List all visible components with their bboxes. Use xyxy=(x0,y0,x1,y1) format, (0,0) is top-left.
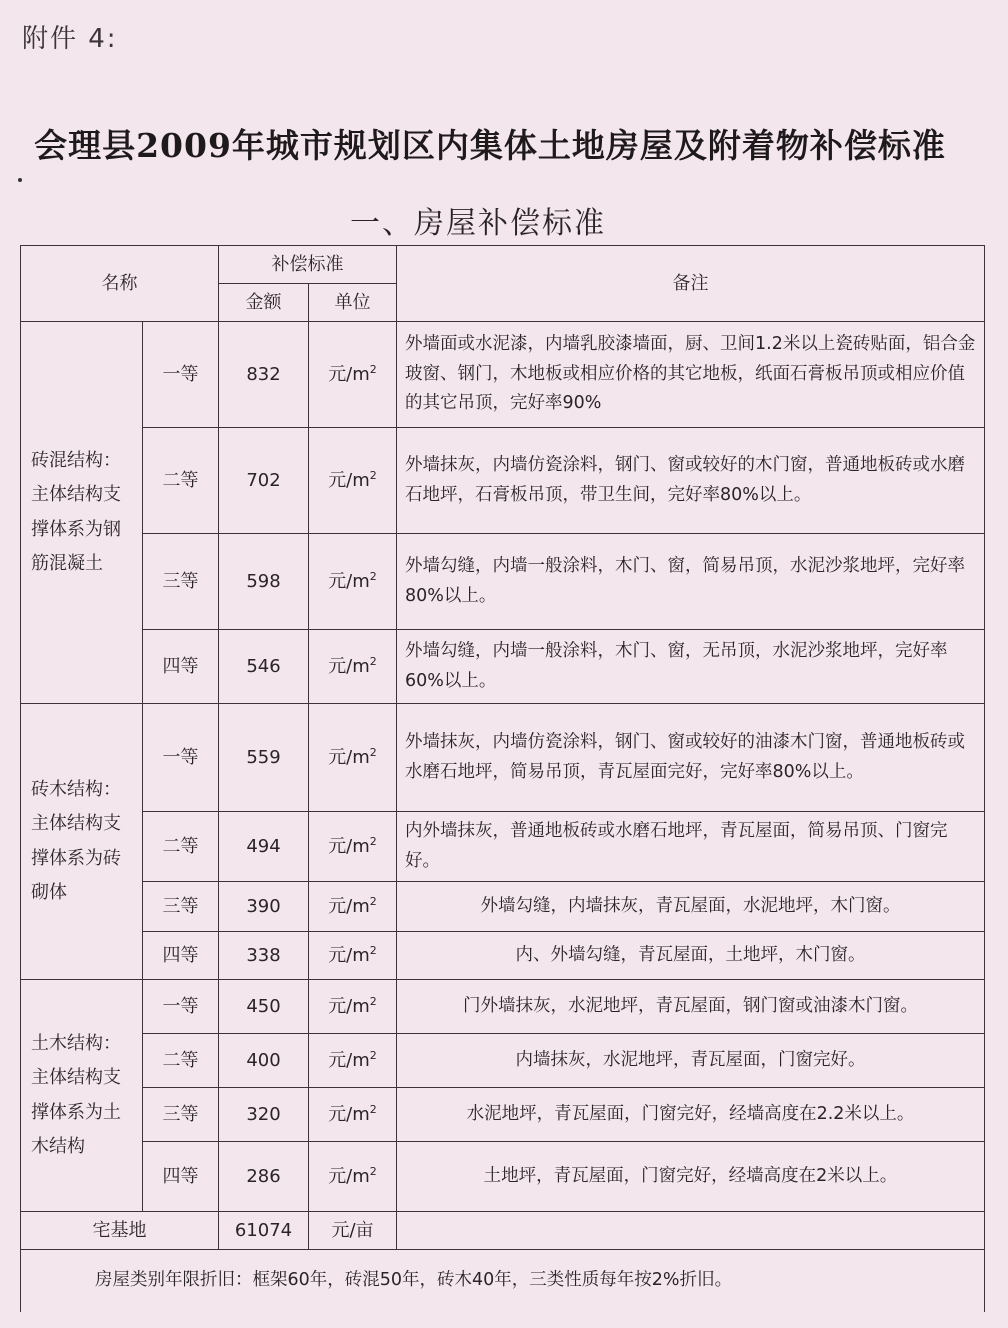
footer-row xyxy=(21,1250,985,1312)
amount-cell: 400 xyxy=(219,1034,309,1088)
grade-cell: 二等 xyxy=(143,428,219,534)
remark-cell: 内、外墙勾缝，青瓦屋面，土地坪，木门窗。 xyxy=(397,932,985,980)
amount-cell: 338 xyxy=(219,932,309,980)
unit-cell: 元$/m^2$ xyxy=(309,980,397,1034)
amount-cell: 286 xyxy=(219,1142,309,1212)
amount-cell: 832 xyxy=(219,322,309,428)
remark-cell: 水泥地坪，青瓦屋面，门窗完好，经墙高度在2.2米以上。 xyxy=(397,1088,985,1142)
paper-speck xyxy=(18,178,22,182)
unit-cell: 元$/m^2$ xyxy=(309,932,397,980)
amount-cell: 546 xyxy=(219,630,309,704)
remark-cell: 外墙勾缝，内墙抹灰，青瓦屋面，水泥地坪，木门窗。 xyxy=(397,882,985,932)
table-row xyxy=(21,812,985,882)
grade-cell: 三等 xyxy=(143,1088,219,1142)
homestead-amount: 61074 xyxy=(219,1212,309,1250)
grade-cell: 三等 xyxy=(143,882,219,932)
table-row xyxy=(21,1088,985,1142)
unit-cell: 元$/m^2$ xyxy=(309,630,397,704)
remark-cell: 土地坪，青瓦屋面，门窗完好，经墙高度在2米以上。 xyxy=(397,1142,985,1212)
amount-cell: 320 xyxy=(219,1088,309,1142)
attachment-label: 附件 4: xyxy=(22,24,118,54)
grade-cell: 一等 xyxy=(143,980,219,1034)
grade-cell: 四等 xyxy=(143,630,219,704)
table-row xyxy=(21,980,985,1034)
depreciation-note: 房屋类别年限折旧：框架60年，砖混50年，砖木40年，三类性质每年按2%折旧。 xyxy=(21,1250,985,1312)
header-standard: 补偿标准 xyxy=(219,246,397,284)
unit-cell: 元$/m^2$ xyxy=(309,322,397,428)
remark-cell: 外墙勾缝，内墙一般涂料，木门、窗，简易吊顶，水泥沙浆地坪，完好率80%以上。 xyxy=(397,534,985,630)
grade-cell: 二等 xyxy=(143,812,219,882)
unit-cell: 元$/m^2$ xyxy=(309,812,397,882)
amount-cell: 702 xyxy=(219,428,309,534)
group-name: 砖混结构：主体结构支撑体系为钢筋混凝土 xyxy=(21,322,143,704)
table-row xyxy=(21,704,985,812)
group-name: 砖木结构：主体结构支撑体系为砖砌体 xyxy=(21,704,143,980)
table-row xyxy=(21,428,985,534)
header-name: 名称 xyxy=(21,246,219,322)
table-row xyxy=(21,882,985,932)
remark-cell: 外墙抹灰，内墙仿瓷涂料，钢门、窗或较好的油漆木门窗，普通地板砖或水磨石地坪，简易吊顶，青瓦屋面完好，完好率80%以上。 xyxy=(397,704,985,812)
remark-cell: 内外墙抹灰，普通地板砖或水磨石地坪，青瓦屋面，简易吊顶、门窗完好。 xyxy=(397,812,985,882)
unit-cell: 元$/m^2$ xyxy=(309,704,397,812)
section-subtitle: 一、房屋补偿标准 xyxy=(350,206,606,241)
header-remark: 备注 xyxy=(397,246,985,322)
homestead-remark xyxy=(397,1212,985,1250)
remark-cell: 内墙抹灰，水泥地坪，青瓦屋面，门窗完好。 xyxy=(397,1034,985,1088)
grade-cell: 二等 xyxy=(143,1034,219,1088)
table-row xyxy=(21,1142,985,1212)
homestead-name: 宅基地 xyxy=(21,1212,219,1250)
amount-cell: 390 xyxy=(219,882,309,932)
header-unit: 单位 xyxy=(309,284,397,322)
homestead-unit: 元/亩 xyxy=(309,1212,397,1250)
header-amount: 金额 xyxy=(219,284,309,322)
table-row xyxy=(21,534,985,630)
table-row xyxy=(21,322,985,428)
grade-cell: 四等 xyxy=(143,932,219,980)
amount-cell: 494 xyxy=(219,812,309,882)
unit-cell: 元$/m^2$ xyxy=(309,1088,397,1142)
remark-cell: 外墙勾缝，内墙一般涂料，木门、窗，无吊顶，水泥沙浆地坪，完好率60%以上。 xyxy=(397,630,985,704)
grade-cell: 一等 xyxy=(143,704,219,812)
unit-cell: 元$/m^2$ xyxy=(309,534,397,630)
group-name: 土木结构：主体结构支撑体系为土木结构 xyxy=(21,980,143,1212)
homestead-row xyxy=(21,1212,985,1250)
amount-cell: 559 xyxy=(219,704,309,812)
grade-cell: 一等 xyxy=(143,322,219,428)
unit-cell: 元$/m^2$ xyxy=(309,1034,397,1088)
amount-cell: 598 xyxy=(219,534,309,630)
remark-cell: 门外墙抹灰，水泥地坪，青瓦屋面，钢门窗或油漆木门窗。 xyxy=(397,980,985,1034)
grade-cell: 四等 xyxy=(143,1142,219,1212)
unit-cell: 元$/m^2$ xyxy=(309,428,397,534)
unit-cell: 元$/m^2$ xyxy=(309,1142,397,1212)
grade-cell: 三等 xyxy=(143,534,219,630)
remark-cell: 外墙抹灰，内墙仿瓷涂料，钢门、窗或较好的木门窗，普通地板砖或水磨石地坪，石膏板吊顶，带卫生间，完好率80%以上。 xyxy=(397,428,985,534)
table-row xyxy=(21,932,985,980)
remark-cell: 外墙面或水泥漆，内墙乳胶漆墙面，厨、卫间1.2米以上瓷砖贴面，铝合金玻窗、钢门，木地板或相应价格的其它地板，纸面石膏板吊顶或相应价值的其它吊顶，完好率90% xyxy=(397,322,985,428)
amount-cell: 450 xyxy=(219,980,309,1034)
table-row xyxy=(21,1034,985,1088)
table-row xyxy=(21,630,985,704)
document-title: 会理县2009年城市规划区内集体土地房屋及附着物补偿标准 xyxy=(34,126,946,165)
unit-cell: 元$/m^2$ xyxy=(309,882,397,932)
compensation-table xyxy=(20,245,985,1312)
